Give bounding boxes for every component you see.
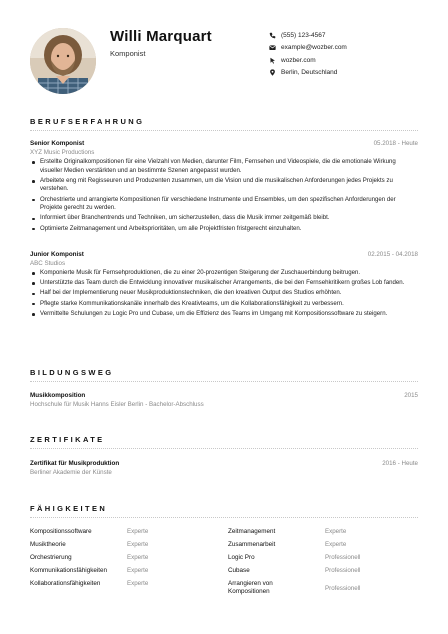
skill-level: Experte <box>127 541 149 548</box>
skill-name: Logic Pro <box>228 554 255 561</box>
certificates-section-title: ZERTIFIKATE <box>30 435 105 444</box>
skill-name: Arrangieren von Kompositionen <box>228 580 273 596</box>
contact-email-text: example@wozber.com <box>281 44 347 52</box>
certificates-divider <box>30 448 418 449</box>
skill-level: Professionell <box>325 585 361 592</box>
job-title: Senior Komponist <box>30 140 85 147</box>
skill-name: Zeitmanagement <box>228 528 276 535</box>
contact-phone-text: (555) 123-4567 <box>281 31 326 39</box>
skill-level: Experte <box>325 541 347 548</box>
list-item: Erstellte Originalkompositionen für eine Vielzahl von Medien, darunter Film, Fernsehen und Videospiele, die die emotionale Wirkung visueller Medien verstärkten und an bestimmte Szenen angepasst wurden. <box>30 158 418 175</box>
person-name: Willi Marquart <box>110 28 212 45</box>
list-item: Unterstützte das Team durch die Entwicklung innovativer musikalischer Arrangements, die bei den Fernsehkritikern großes Lob fanden. <box>30 279 418 288</box>
contact-location-text: Berlin, Deutschland <box>281 69 338 77</box>
person-role: Komponist <box>110 49 146 58</box>
education-divider <box>30 381 418 382</box>
skill-level: Professionell <box>325 567 361 574</box>
job-bullets <box>30 158 418 235</box>
list-item: Arbeitete eng mit Regisseuren und Produzenten zusammen, um die Vision und die musikalischen Anforderungen jedes Projekts zu verstehen. <box>30 177 418 194</box>
education-title: Musikkomposition <box>30 392 86 399</box>
list-item: Half bei der Implementierung neuer Musikproduktionstechniken, die den kreativen Output des Studios erhöhten. <box>30 289 418 298</box>
phone-icon <box>268 31 276 39</box>
job-company: ABC Studios <box>30 260 66 267</box>
education-section-title: BILDUNGSWEG <box>30 368 114 377</box>
skills-section-title: FÄHIGKEITEN <box>30 504 108 513</box>
list-item: Informiert über Branchentrends und Techniken, um sicherzustellen, dass die Musik immer zeitgemäß bleibt. <box>30 214 418 223</box>
job-bullets <box>30 269 418 320</box>
experience-section-title: BERUFSERFAHRUNG <box>30 117 145 126</box>
job-date: 02.2015 - 04.2018 <box>367 251 418 258</box>
skill-name: Kommunikationsfähigkeiten <box>30 567 108 574</box>
skill-name: Musiktheorie <box>30 541 66 548</box>
skill-name: Kompositionssoftware <box>30 528 92 535</box>
list-item: Pflegte starke Kommunikationskanäle innerhalb des Kreativteams, um die Kollaborationsfähigkeit zu verbessern. <box>30 300 418 309</box>
list-item: Orchestrierte und arrangierte Kompositionen für verschiedene Instrumente und Ensembles, um den spezifischen Anforderungen der Projekte gerecht zu werden. <box>30 196 418 213</box>
contact-email[interactable] <box>268 42 428 55</box>
certificate-date: 2016 - Heute <box>382 460 418 467</box>
education-school: Hochschule für Musik Hanns Eisler Berlin - Bachelor-Abschluss <box>30 401 204 408</box>
skill-level: Experte <box>127 580 149 587</box>
list-item: Optimierte Zeitmanagement und Arbeitsprioritäten, um alle Projektfristen fristgerecht einzuhalten. <box>30 225 418 234</box>
location-pin-icon <box>268 69 276 77</box>
skill-name: Kollaborationsfähigkeiten <box>30 580 101 587</box>
skill-level: Experte <box>127 528 149 535</box>
mail-icon <box>268 44 276 52</box>
skill-level: Experte <box>127 554 149 561</box>
skill-name: Zusammenarbeit <box>228 541 276 548</box>
education-date: 2015 <box>404 392 418 399</box>
skill-level: Experte <box>127 567 149 574</box>
job-title: Junior Komponist <box>30 251 84 258</box>
skill-name: Cubase <box>228 567 250 574</box>
job-company: XYZ Music Productions <box>30 149 95 156</box>
cursor-icon <box>268 56 276 64</box>
job-date: 05.2018 - Heute <box>373 140 418 147</box>
contact-website-text: wozber.com <box>281 56 316 64</box>
list-item: Vermittelte Schulungen zu Logic Pro und Cubase, um die Effizienz des Teams im Umgang mit Kompositionssoftware zu steigern. <box>30 310 418 319</box>
list-item: Komponierte Musik für Fernsehproduktionen, die zu einer 20-prozentigen Steigerung der Zuschauerbindung beitrugen. <box>30 269 418 278</box>
skills-divider <box>30 517 418 518</box>
contact-location <box>268 67 428 80</box>
contact-phone[interactable] <box>268 29 428 42</box>
contact-website[interactable] <box>268 54 428 67</box>
skill-name: Orchestrierung <box>30 554 72 561</box>
skill-level: Experte <box>325 528 347 535</box>
profile-photo <box>30 28 96 94</box>
certificate-issuer: Berliner Akademie der Künste <box>30 469 112 476</box>
certificate-title: Zertifikat für Musikproduktion <box>30 460 120 467</box>
experience-divider <box>30 130 418 131</box>
contact-list <box>268 29 428 79</box>
skill-level: Professionell <box>325 554 361 561</box>
